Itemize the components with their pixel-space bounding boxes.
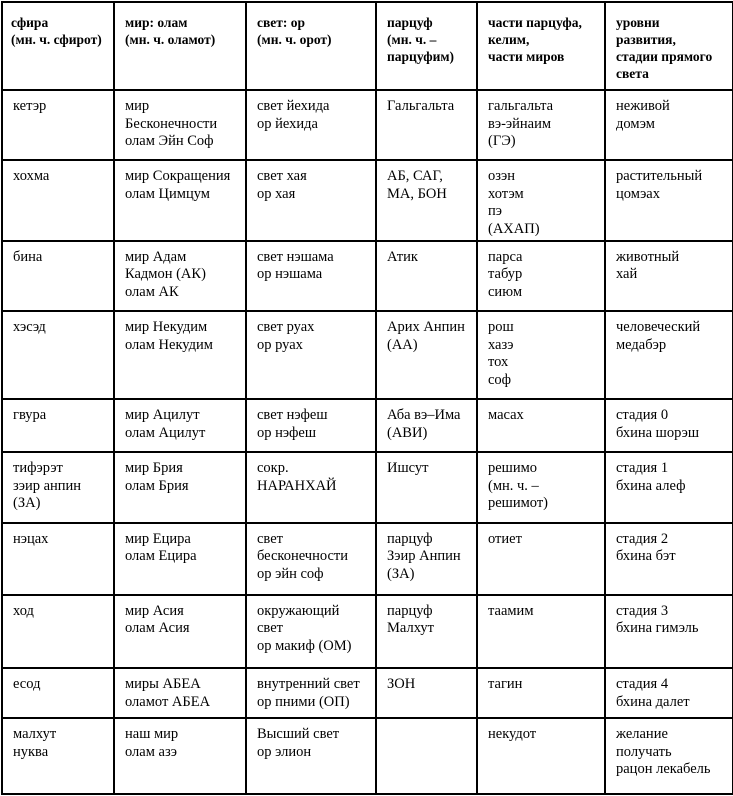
table-cell bbox=[114, 523, 246, 595]
cell-text: хэсэд bbox=[13, 319, 46, 336]
table-cell bbox=[477, 595, 605, 668]
table-cell bbox=[246, 718, 376, 794]
table-row bbox=[2, 523, 733, 595]
table-cell bbox=[605, 311, 733, 399]
cell-text: олам АК bbox=[125, 283, 179, 300]
header-text: развития, bbox=[616, 32, 676, 47]
table-row bbox=[2, 718, 733, 794]
cell-text: медабэр bbox=[616, 336, 667, 353]
table-cell bbox=[246, 452, 376, 522]
cell-text: мир Ацилут bbox=[125, 407, 200, 424]
cell-text: окружающий bbox=[257, 602, 340, 619]
cell-text: сокр. bbox=[257, 460, 289, 477]
cell-text: малхут bbox=[13, 726, 57, 743]
table-cell bbox=[376, 399, 477, 452]
table-cell bbox=[477, 241, 605, 311]
cell-text: вэ-эйнаим bbox=[488, 115, 552, 132]
table-row bbox=[2, 668, 733, 718]
table-cell bbox=[2, 399, 114, 452]
table-row bbox=[2, 399, 733, 452]
table-cell bbox=[376, 90, 477, 160]
cell-text: Арих Анпин bbox=[387, 319, 465, 336]
cell-text: нуква bbox=[13, 743, 49, 760]
cell-text: (АА) bbox=[387, 336, 418, 353]
cell-text: (АВИ) bbox=[387, 424, 428, 441]
cell-text: парцуф bbox=[387, 602, 433, 619]
header-cell bbox=[376, 2, 477, 90]
cell-text: табур bbox=[488, 266, 523, 283]
table-cell bbox=[477, 523, 605, 595]
cell-text: рацон лекабель bbox=[616, 761, 711, 778]
table-cell bbox=[114, 311, 246, 399]
cell-text: свет bbox=[257, 530, 283, 547]
cell-text: олам Некудим bbox=[125, 336, 213, 353]
header-cell bbox=[605, 2, 733, 90]
cell-text: свет хая bbox=[257, 168, 307, 185]
table-cell bbox=[246, 399, 376, 452]
cell-text: олам Ецира bbox=[125, 548, 197, 565]
table-cell bbox=[246, 241, 376, 311]
cell-text: (ГЭ) bbox=[488, 133, 516, 149]
cell-text: стадия 2 bbox=[616, 530, 669, 547]
table-row bbox=[2, 452, 733, 522]
header-text: келим, bbox=[488, 32, 530, 47]
header-text: (мн. ч. – bbox=[387, 32, 437, 47]
table-cell bbox=[605, 452, 733, 522]
cell-text: соф bbox=[488, 371, 512, 388]
cell-text: Малхут bbox=[387, 620, 434, 637]
cell-text: ор руах bbox=[257, 336, 303, 353]
cell-text: ор пними (ОП) bbox=[257, 693, 350, 710]
table-row bbox=[2, 595, 733, 668]
table-cell bbox=[477, 452, 605, 522]
header-cell bbox=[114, 2, 246, 90]
cell-text: рош bbox=[488, 319, 514, 336]
cell-text: олам Эйн Соф bbox=[125, 133, 214, 149]
cell-text: тагин bbox=[488, 676, 523, 693]
table-cell bbox=[605, 718, 733, 794]
cell-text: зэир анпин bbox=[13, 477, 82, 494]
kabbalah-correspondence-table bbox=[1, 1, 733, 795]
cell-text: бхина алеф bbox=[616, 477, 686, 494]
cell-text: МА, БОН bbox=[387, 185, 447, 202]
header-text: сфира bbox=[11, 15, 49, 30]
cell-text: бхина гимэль bbox=[616, 620, 699, 637]
cell-text: некудот bbox=[488, 726, 537, 743]
cell-text: нэцах bbox=[13, 530, 49, 547]
cell-text: цомэах bbox=[616, 185, 660, 202]
cell-text: Гальгальта bbox=[387, 98, 455, 114]
header-cell bbox=[477, 2, 605, 90]
cell-text: олам азэ bbox=[125, 743, 177, 760]
cell-text: парса bbox=[488, 248, 523, 265]
cell-text: мир Некудим bbox=[125, 319, 208, 336]
cell-text: хай bbox=[616, 266, 638, 283]
cell-text: стадия 0 bbox=[616, 407, 669, 424]
cell-text: решимот) bbox=[488, 495, 549, 512]
table-cell bbox=[605, 595, 733, 668]
cell-text: желание bbox=[616, 726, 668, 743]
cell-text: домэм bbox=[616, 115, 655, 132]
table-cell bbox=[605, 399, 733, 452]
cell-text: Кадмон (АК) bbox=[125, 266, 206, 283]
cell-text: ор элион bbox=[257, 743, 312, 760]
cell-text: олам Ацилут bbox=[125, 424, 206, 441]
cell-text: Высший свет bbox=[257, 726, 340, 743]
header-text: (мн. ч. оламот) bbox=[125, 32, 216, 47]
cell-text: Аба вэ–Има bbox=[387, 407, 461, 424]
cell-text: растительный bbox=[616, 168, 703, 185]
table-cell bbox=[376, 311, 477, 399]
cell-text: бхина далет bbox=[616, 693, 690, 710]
header-text: части парцуфа, bbox=[488, 15, 582, 30]
table-cell bbox=[605, 241, 733, 311]
cell-text: пэ bbox=[488, 203, 502, 220]
table-cell bbox=[114, 668, 246, 718]
cell-text: бхина шорэш bbox=[616, 424, 700, 441]
table-cell bbox=[114, 452, 246, 522]
table-cell bbox=[376, 595, 477, 668]
table-cell bbox=[2, 90, 114, 160]
cell-text: ор макиф (ОМ) bbox=[257, 637, 352, 654]
cell-text: оламот АБЕА bbox=[125, 693, 211, 710]
cell-text: животный bbox=[616, 248, 680, 265]
cell-text: свет руах bbox=[257, 319, 315, 336]
table-cell bbox=[376, 523, 477, 595]
table-cell bbox=[2, 160, 114, 241]
cell-text: мир Брия bbox=[125, 460, 183, 477]
table-cell bbox=[114, 399, 246, 452]
table-cell bbox=[2, 523, 114, 595]
header-text: парцуфим) bbox=[387, 49, 455, 64]
table-cell bbox=[114, 718, 246, 794]
cell-text: масах bbox=[488, 407, 524, 424]
table-cell bbox=[605, 523, 733, 595]
table-cell bbox=[114, 160, 246, 241]
header-row bbox=[2, 2, 733, 90]
cell-text: Ишсут bbox=[387, 460, 429, 477]
cell-text: Бесконечности bbox=[125, 115, 218, 132]
cell-text: ЗОН bbox=[387, 676, 416, 693]
header-text: парцуф bbox=[387, 15, 433, 30]
cell-text: (ЗА) bbox=[387, 565, 415, 582]
cell-text: кетэр bbox=[13, 98, 47, 114]
cell-text: ход bbox=[13, 602, 34, 619]
cell-text: таамим bbox=[488, 602, 534, 619]
table-row bbox=[2, 311, 733, 399]
header-text: уровни bbox=[616, 15, 660, 30]
cell-text: ор йехида bbox=[257, 115, 318, 132]
cell-text: Атик bbox=[387, 248, 418, 265]
cell-text: АБ, САГ, bbox=[387, 168, 443, 185]
table-cell bbox=[477, 311, 605, 399]
table-row bbox=[2, 241, 733, 311]
cell-text: бхина бэт bbox=[616, 548, 676, 565]
table-cell bbox=[2, 452, 114, 522]
cell-text: получать bbox=[616, 743, 672, 760]
cell-text: НАРАНХАЙ bbox=[257, 477, 337, 494]
table-cell bbox=[376, 668, 477, 718]
table-cell bbox=[605, 668, 733, 718]
cell-text: ор нэфеш bbox=[257, 424, 317, 441]
cell-text: гвура bbox=[13, 407, 47, 424]
table-cell bbox=[477, 718, 605, 794]
header-text: части миров bbox=[488, 49, 565, 64]
cell-text: свет йехида bbox=[257, 98, 330, 114]
table-cell bbox=[477, 668, 605, 718]
cell-text: ор хая bbox=[257, 185, 296, 202]
cell-text: отиет bbox=[488, 530, 522, 547]
cell-text: решимо bbox=[488, 460, 538, 477]
table-cell bbox=[114, 595, 246, 668]
header-text: свет: ор bbox=[257, 15, 306, 30]
cell-text: хохма bbox=[13, 168, 50, 185]
table-cell bbox=[477, 160, 605, 241]
cell-text: (ЗА) bbox=[13, 495, 41, 512]
table-cell bbox=[376, 452, 477, 522]
cell-text: мир Ецира bbox=[125, 530, 191, 547]
cell-text: хазэ bbox=[488, 336, 514, 353]
table-row bbox=[2, 160, 733, 241]
table-cell bbox=[246, 90, 376, 160]
cell-text: стадия 1 bbox=[616, 460, 669, 477]
cell-text: свет нэфеш bbox=[257, 407, 328, 424]
table-cell bbox=[605, 160, 733, 241]
table-cell bbox=[246, 595, 376, 668]
cell-text: свет bbox=[257, 620, 283, 637]
cell-text: свет нэшама bbox=[257, 248, 334, 265]
cell-text: парцуф bbox=[387, 530, 433, 547]
header-cell bbox=[246, 2, 376, 90]
cell-text: мир Асия bbox=[125, 602, 184, 619]
cell-text: человеческий bbox=[616, 319, 701, 336]
cell-text: тох bbox=[488, 354, 509, 371]
header-text: (мн. ч. сфирот) bbox=[11, 32, 102, 47]
cell-text: мир Сокращения bbox=[125, 168, 231, 185]
table-row bbox=[2, 90, 733, 160]
cell-text: есод bbox=[13, 676, 41, 693]
cell-text: сиюм bbox=[488, 283, 523, 300]
table-cell bbox=[376, 160, 477, 241]
cell-text: наш мир bbox=[125, 726, 179, 743]
cell-text: мир Адам bbox=[125, 248, 187, 265]
table-cell bbox=[2, 668, 114, 718]
cell-text: внутренний свет bbox=[257, 676, 360, 693]
cell-text: бесконечности bbox=[257, 548, 349, 565]
cell-text: стадия 4 bbox=[616, 676, 669, 693]
cell-text: озэн bbox=[488, 168, 515, 185]
table-cell bbox=[477, 90, 605, 160]
cell-text: мир bbox=[125, 98, 150, 114]
table-cell bbox=[246, 311, 376, 399]
table-cell bbox=[246, 668, 376, 718]
cell-text: стадия 3 bbox=[616, 602, 669, 619]
table-cell bbox=[114, 90, 246, 160]
table-cell bbox=[376, 718, 477, 794]
header-cell bbox=[2, 2, 114, 90]
cell-text: олам Брия bbox=[125, 477, 189, 494]
table-cell bbox=[2, 595, 114, 668]
header-text: света bbox=[616, 66, 649, 81]
table-cell bbox=[376, 241, 477, 311]
cell-text: неживой bbox=[616, 98, 670, 114]
cell-text: Зэир Анпин bbox=[387, 548, 461, 565]
table-cell bbox=[246, 523, 376, 595]
cell-text: олам Цимцум bbox=[125, 185, 210, 202]
table-cell bbox=[605, 90, 733, 160]
cell-text: миры АБЕА bbox=[125, 676, 201, 693]
cell-text: ор эйн соф bbox=[257, 565, 324, 582]
cell-text: (мн. ч. – bbox=[488, 477, 539, 494]
table-cell bbox=[477, 399, 605, 452]
cell-text: олам Асия bbox=[125, 620, 190, 637]
table-cell bbox=[2, 311, 114, 399]
cell-text: гальгальта bbox=[488, 98, 554, 114]
cell-text: тифэрэт bbox=[13, 460, 63, 477]
header-text: мир: олам bbox=[125, 15, 188, 30]
cell-text: ор нэшама bbox=[257, 266, 323, 283]
table-cell bbox=[2, 718, 114, 794]
table-cell bbox=[114, 241, 246, 311]
cell-text: хотэм bbox=[488, 185, 524, 202]
header-text: стадии прямого bbox=[616, 49, 713, 64]
cell-text: бина bbox=[13, 248, 43, 265]
table-cell bbox=[246, 160, 376, 241]
cell-text: (АХАП) bbox=[488, 220, 540, 237]
table-cell bbox=[2, 241, 114, 311]
header-text: (мн. ч. орот) bbox=[257, 32, 332, 47]
